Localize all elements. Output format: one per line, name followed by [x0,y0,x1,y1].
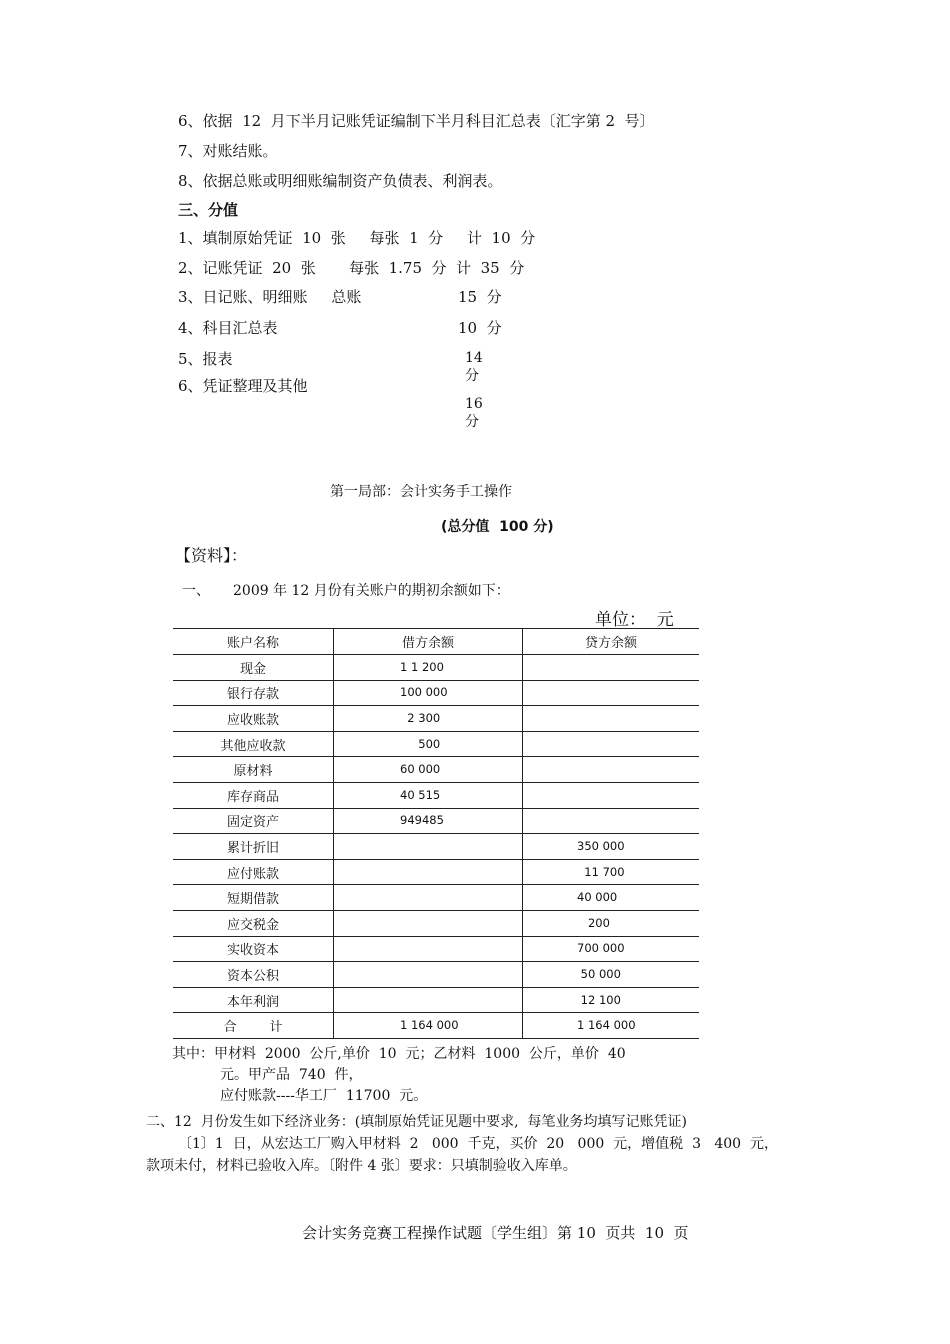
credit-value: 350 000 [577,838,625,853]
debit-cell [334,782,523,808]
credit-cell [523,655,700,681]
account-name-cell: 固定资产 [173,808,334,834]
table-row [173,782,699,808]
material-label: 【资料】： [175,546,248,565]
table-row [173,731,699,757]
debit-cell [334,859,523,885]
page-footer: 会计实务竞赛工程操作试题〔学生组〕第 10 页共 10 页 [302,1224,689,1242]
credit-cell [523,962,700,988]
table-row [173,834,699,860]
table-row [173,859,699,885]
account-name-cell: 原材料 [173,757,334,783]
table-row [173,910,699,936]
debit-cell [334,655,523,681]
credit-cell [523,1013,700,1039]
score-item-4: 4、科目汇总表 [178,319,278,337]
debit-cell [334,885,523,911]
account-name-cell: 应交税金 [173,910,334,936]
business-item-1-line-1: 〔1〕1 日，从宏达工厂购入甲材料 2 000 千克，买价 20 000 元，增值税 3 400 元， [178,1136,778,1152]
credit-value: 40 000 [577,890,618,905]
score-item-6: 6、凭证整理及其他 [178,377,308,395]
debit-cell [334,731,523,757]
debit-value: 500 [400,736,441,751]
step-7: 7、对账结账。 [178,142,278,160]
debit-value: 1 1 200 [400,659,444,674]
account-name-cell: 应付账款 [173,859,334,885]
header-credit: 贷方余额 [523,629,700,655]
credit-cell [523,706,700,732]
table-row [173,962,699,988]
table-row [173,655,699,681]
score-item-2: 2、记账凭证 20 张 每张 1.75 分 计 35 分 [178,259,525,277]
note-line-2: 元。甲产品 740 件， [220,1067,363,1083]
debit-cell [334,962,523,988]
account-name-cell: 其他应收款 [173,731,334,757]
section-2-heading: 二、12 月份发生如下经济业务：(填制原始凭证见题中要求, 每笔业务均填写记账凭证) [146,1114,687,1130]
debit-cell [334,680,523,706]
account-name-cell: 实收资本 [173,936,334,962]
table-row [173,936,699,962]
table-row [173,885,699,911]
table-row [173,757,699,783]
account-name-cell: 银行存款 [173,680,334,706]
account-name-cell: 应收账款 [173,706,334,732]
credit-value: 50 000 [577,966,621,981]
debit-cell [334,808,523,834]
account-name-cell: 资本公积 [173,962,334,988]
account-name-cell: 短期借款 [173,885,334,911]
header-debit: 借方余额 [334,629,523,655]
table-row [173,1013,699,1039]
opening-balance-table [173,628,699,1039]
debit-value: 60 000 [400,762,441,777]
table-row [173,987,699,1013]
table-row [173,808,699,834]
debit-cell [334,910,523,936]
credit-value: 200 [577,915,610,930]
account-name-cell: 现金 [173,655,334,681]
debit-cell [334,1013,523,1039]
debit-value: 2 300 [400,710,441,725]
step-6: 6、依据 12 月下半月记账凭证编制下半月科目汇总表〔汇字第 2 号〕 [178,112,655,130]
debit-cell [334,936,523,962]
credit-cell [523,987,700,1013]
table-header-row [173,629,699,655]
note-line-3: 应付账款----华工厂 11700 元。 [220,1088,428,1104]
debit-cell [334,834,523,860]
credit-cell [523,680,700,706]
score-item-6-value: 16 分 [465,396,483,430]
credit-value: 1 164 000 [577,1018,636,1033]
debit-value: 100 000 [400,685,448,700]
note-line-1: 其中：甲材料 2000 公斤,单价 10 元；乙材料 1000 公斤，单价 40 [172,1046,626,1062]
step-8: 8、依据总账或明细账编制资产负债表、利润表。 [178,172,503,190]
credit-cell [523,859,700,885]
account-name-cell: 累计折旧 [173,834,334,860]
unit-label: 单位： 元 [595,610,674,630]
credit-value: 12 100 [577,992,621,1007]
credit-cell [523,834,700,860]
account-name-cell: 本年利润 [173,987,334,1013]
credit-cell [523,731,700,757]
credit-value: 700 000 [577,941,625,956]
total-score: (总分值 100 分) [441,519,554,535]
table-row [173,706,699,732]
table-row [173,680,699,706]
account-name-cell: 库存商品 [173,782,334,808]
score-item-5: 5、报表 [178,350,233,368]
score-item-5-value: 14 分 [465,350,483,384]
credit-cell [523,757,700,783]
intro-number: 一、 [182,583,210,599]
score-item-3-value: 15 分 [458,288,502,306]
score-item-1: 1、填制原始凭证 10 张 每张 1 分 计 10 分 [178,229,536,247]
account-name-cell: 合 计 [173,1013,334,1039]
header-account-name: 账户名称 [173,629,334,655]
credit-cell [523,808,700,834]
score-heading: 三、分值 [178,201,239,219]
credit-cell [523,910,700,936]
credit-value: 11 700 [577,864,625,879]
score-item-4-value: 10 分 [458,319,502,337]
debit-value: 1 164 000 [400,1018,459,1033]
debit-cell [334,706,523,732]
part-title: 第一局部：会计实务手工操作 [330,484,512,500]
debit-cell [334,757,523,783]
debit-cell [334,987,523,1013]
business-item-1-line-2: 款项未付，材料已验收入库。〔附件 4 张〕要求：只填制验收入库单。 [146,1158,577,1174]
debit-value: 40 515 [400,787,441,802]
credit-cell [523,885,700,911]
credit-cell [523,782,700,808]
debit-value: 949485 [400,813,444,828]
intro-text: 2009 年 12 月份有关账户的期初余额如下： [233,583,510,599]
credit-cell [523,936,700,962]
score-item-3: 3、日记账、明细账 总账 [178,288,362,306]
